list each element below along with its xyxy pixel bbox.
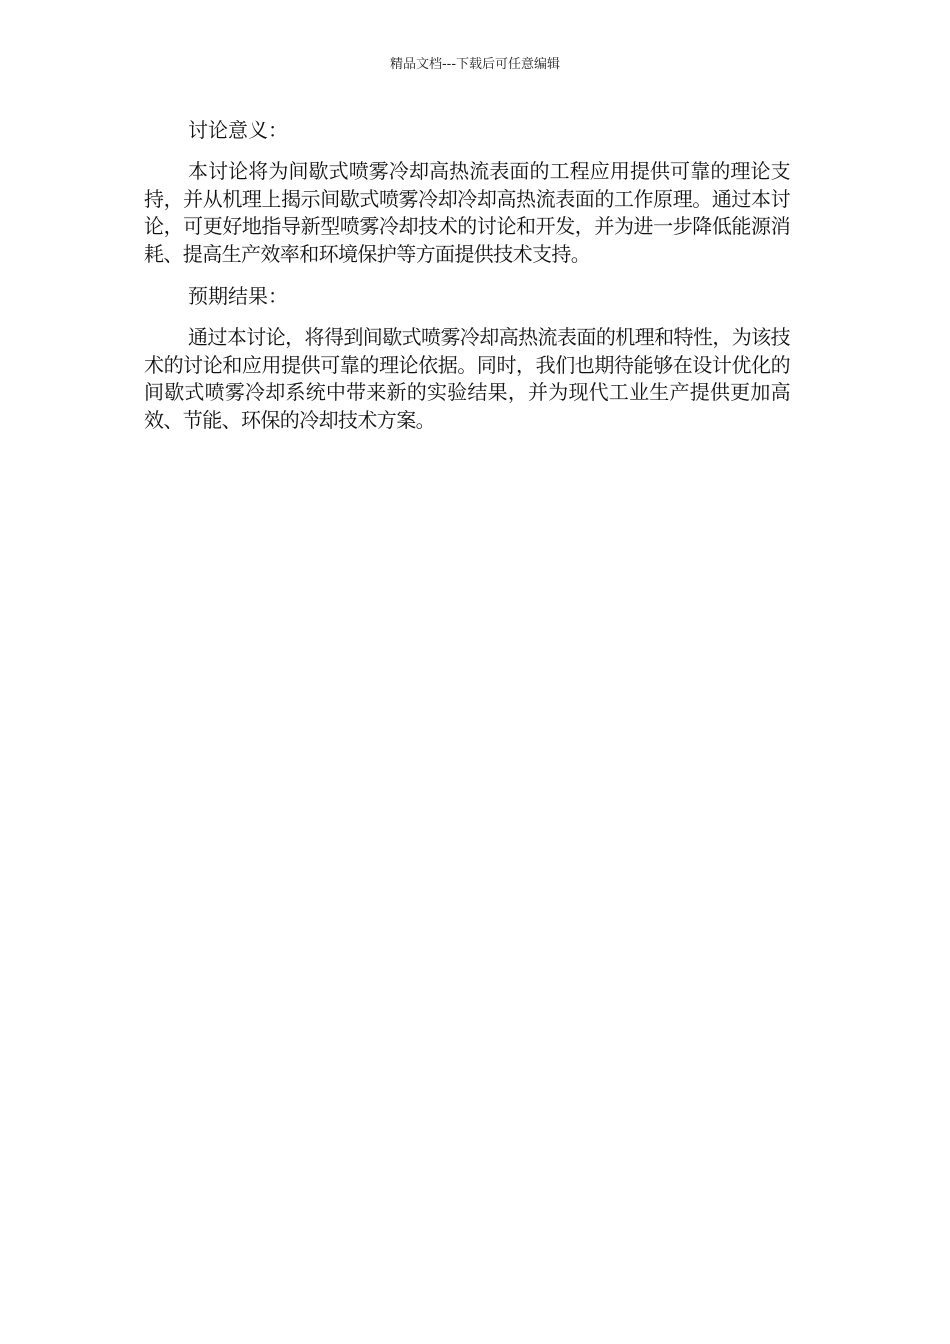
page-header: 精品文档---下载后可任意编辑 xyxy=(389,57,561,72)
spacer xyxy=(144,268,790,282)
document-body xyxy=(144,116,790,434)
spacer xyxy=(144,144,790,158)
section-heading-expected-results: 预期结果： xyxy=(188,284,288,308)
section-heading-significance: 讨论意义： xyxy=(188,118,288,142)
section-paragraph-expected-results: 通过本讨论，将得到间歇式喷雾冷却高热流表面的机理和特性，为该技术的讨论和应用提供可靠的理论依据。同时，我们也期待能够在设计优化的间歇式喷雾冷却系统中带来新的实验结果，并为现代工业生产提供更加高效、节能、环保的冷却技术方案。 xyxy=(144,325,790,432)
section-paragraph-significance: 本讨论将为间歇式喷雾冷却高热流表面的工程应用提供可靠的理论支持，并从机理上揭示间歇式喷雾冷却冷却高热流表面的工作原理。通过本讨论，可更好地指导新型喷雾冷却技术的讨论和开发，并为进一步降低能源消耗、提高生产效率和环境保护等方面提供技术支持。 xyxy=(144,159,790,266)
spacer xyxy=(144,310,790,324)
